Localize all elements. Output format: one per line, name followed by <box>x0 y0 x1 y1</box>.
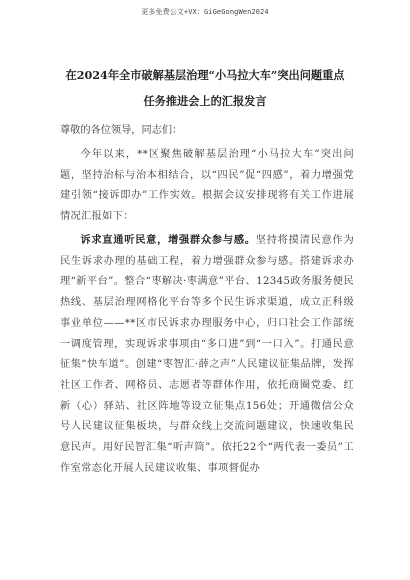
header-note: 更多免费公文+VX：GiGeGongWen2024 <box>141 8 269 16</box>
document-title-line-1: 在2024年全市破解基层治理“小马拉大车”突出问题重点 <box>65 68 345 82</box>
salutation: 尊敬的各位领导，同志们： <box>60 125 183 136</box>
section-body: 坚持将摸清民意作为民生诉求办理的基础工程，着力增强群众参与感。搭建诉求办理“新平台”。整合“枣解决·枣满意”平台、12345政务服务便民热线、基层治理网格化平台等多个民生诉求渠道，成立正科级事业单位——**区市民诉求办理服务中心，归口社会工作部统一调度管理，实现诉求事项由“多口进”到“一口入”。打通民意征集“快车道”。创建“枣智汇·薛之声”人民建议征集品牌，发挥社区工作者、网格员、志愿者等群体作用，依托商圈党委、红新（心）驿站、社区阵地等设立征集点156处；开通微信公众号人民建议征集板块，与群众线上交流问题建议，快速收集民意民声。用好民智汇集“听声筒”。依托22个“两代表一委员”工作室常态化开展人民建议收集、事项督促办 <box>60 235 354 474</box>
paragraph-intro: 今年以来，**区聚焦破解基层治理“小马拉大车”突出问题，坚持治标与治本相结合，以“四民”促“四感”，着力增强党建引领“接诉即办”工作实效。根据会议安排现将有关工作进展情况汇报如下： <box>60 149 354 223</box>
document-title-line-2: 任务推进会上的汇报发言 <box>143 94 267 108</box>
paragraph-section-1 <box>60 230 354 479</box>
section-heading: 诉求直通听民意，增强群众参与感。 <box>80 234 256 246</box>
